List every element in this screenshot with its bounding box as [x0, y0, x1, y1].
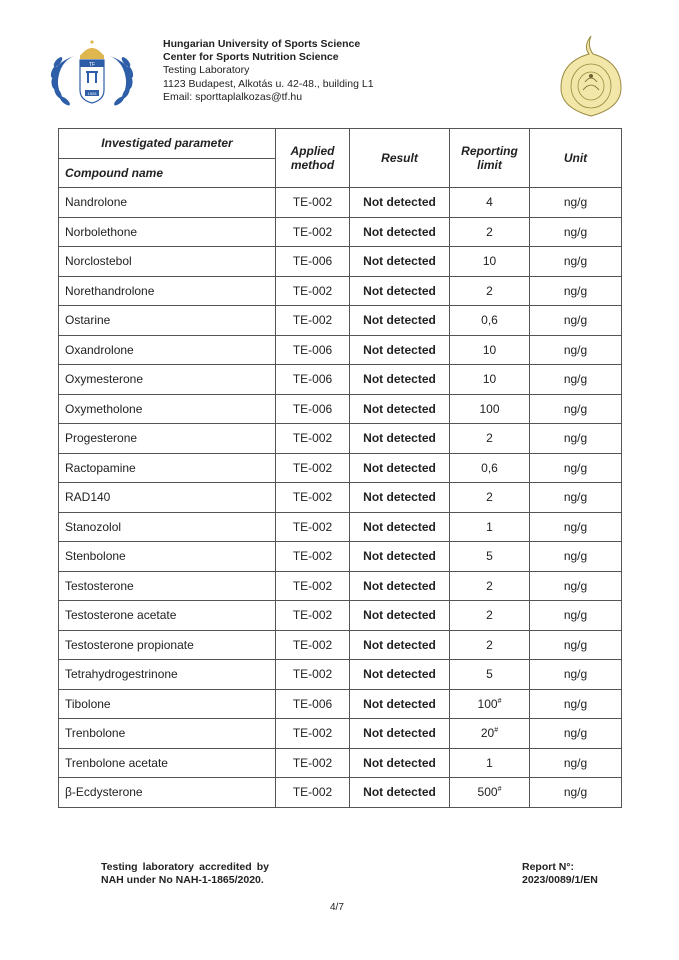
method-cell: [276, 660, 350, 690]
email: Email: sporttaplalkozas@tf.hu: [163, 90, 303, 103]
header-unit: Unit: [530, 129, 622, 188]
unit-cell-text: ng/g: [563, 696, 588, 711]
table-row: [59, 719, 622, 749]
accreditation-note: Testing laboratory accredited by NAH under No NAH-1-1865/2020.: [101, 861, 269, 886]
compound-name-cell: [59, 453, 276, 483]
result-cell-text: Not detected: [363, 549, 436, 564]
reporting-limit-cell: [450, 394, 530, 424]
report-label: Report N°:: [522, 861, 575, 873]
compound-name-cell-text: RAD140: [65, 490, 111, 505]
table-row: [59, 571, 622, 601]
method-cell-text: TE-002: [292, 549, 333, 564]
reporting-limit-cell: [450, 188, 530, 218]
result-cell-text: Not detected: [363, 401, 436, 416]
result-cell-text: Not detected: [363, 224, 436, 239]
reporting-limit-cell: [450, 601, 530, 631]
result-cell: [350, 512, 450, 542]
address: 1123 Budapest, Alkotás u. 42-48., building L1: [163, 77, 374, 90]
compound-name-cell-text: Trenbolone acetate: [65, 755, 168, 770]
result-cell: [350, 748, 450, 778]
table-row: [59, 247, 622, 277]
header-reporting-limit: Reporting limit: [450, 129, 530, 188]
center-name: Center for Sports Nutrition Science: [163, 51, 339, 64]
compound-name-cell-text: Tetrahydrogestrinone: [65, 667, 178, 682]
result-cell-text: Not detected: [363, 254, 436, 269]
table-row: [59, 188, 622, 218]
method-cell-text: TE-002: [292, 283, 333, 298]
result-cell: [350, 453, 450, 483]
reporting-limit-cell: [450, 217, 530, 247]
method-cell-text: TE-006: [292, 696, 333, 711]
reporting-limit-cell-text: 1: [486, 519, 493, 534]
reporting-limit-cell: [450, 453, 530, 483]
result-cell: [350, 276, 450, 306]
method-cell: [276, 276, 350, 306]
results-table: [58, 128, 622, 808]
result-cell-text: Not detected: [363, 283, 436, 298]
reporting-limit-cell-text: 0,6: [481, 460, 498, 475]
reporting-limit-cell: [450, 276, 530, 306]
reporting-limit-cell-text: 2: [486, 224, 493, 239]
unit-cell: [530, 748, 622, 778]
compound-name-cell-text: Norclostebol: [65, 254, 132, 269]
result-cell-text: Not detected: [363, 578, 436, 593]
table-row: [59, 276, 622, 306]
reporting-limit-cell-text: 2: [486, 578, 493, 593]
compound-name-cell: [59, 394, 276, 424]
unit-cell: [530, 424, 622, 454]
method-cell: [276, 394, 350, 424]
table-row: [59, 689, 622, 719]
compound-name-cell: [59, 778, 276, 808]
method-cell-text: TE-002: [292, 460, 333, 475]
result-cell-text: Not detected: [363, 195, 436, 210]
institution-header: [163, 38, 374, 104]
unit-cell: [530, 247, 622, 277]
university-logo: [44, 36, 140, 112]
unit-cell-text: ng/g: [563, 578, 588, 593]
method-cell-text: TE-002: [292, 637, 333, 652]
svg-text:1925: 1925: [87, 91, 97, 96]
unit-cell: [530, 719, 622, 749]
method-cell-text: TE-002: [292, 313, 333, 328]
compound-name-cell: [59, 276, 276, 306]
method-cell: [276, 512, 350, 542]
compound-name-cell: [59, 512, 276, 542]
unit-cell: [530, 689, 622, 719]
unit-cell: [530, 306, 622, 336]
compound-name-cell: [59, 335, 276, 365]
unit-cell: [530, 483, 622, 513]
compound-name-cell-text: Tibolone: [65, 696, 111, 711]
unit-cell-text: ng/g: [563, 431, 588, 446]
lab-name: Testing Laboratory: [163, 64, 250, 77]
compound-name-cell: [59, 306, 276, 336]
method-cell: [276, 689, 350, 719]
result-cell-text: Not detected: [363, 342, 436, 357]
unit-cell-text: ng/g: [563, 313, 588, 328]
compound-name-cell-text: Oxymesterone: [65, 372, 144, 387]
unit-cell-text: ng/g: [563, 667, 588, 682]
unit-cell: [530, 276, 622, 306]
result-cell-text: Not detected: [363, 490, 436, 505]
method-cell-text: TE-006: [292, 401, 333, 416]
footnote-mark: #: [497, 697, 502, 705]
unit-cell-text: ng/g: [563, 224, 588, 239]
result-cell: [350, 660, 450, 690]
header-applied-method: Applied method: [276, 129, 350, 188]
method-cell: [276, 247, 350, 277]
method-cell-text: TE-002: [292, 519, 333, 534]
compound-name-cell-text: β-Ecdysterone: [65, 785, 143, 800]
method-cell: [276, 365, 350, 395]
table-row: [59, 630, 622, 660]
reporting-limit-cell: [450, 335, 530, 365]
unit-cell: [530, 512, 622, 542]
method-cell: [276, 188, 350, 218]
unit-cell-text: ng/g: [563, 755, 588, 770]
reporting-limit-cell-text: 2: [486, 490, 493, 505]
page-number: 4/7: [330, 902, 344, 913]
result-cell: [350, 424, 450, 454]
unit-cell-text: ng/g: [563, 195, 588, 210]
reporting-limit-cell: [450, 247, 530, 277]
method-cell: [276, 601, 350, 631]
compound-name-cell-text: Stanozolol: [65, 519, 122, 534]
compound-name-cell: [59, 689, 276, 719]
method-cell-text: TE-002: [292, 755, 333, 770]
reporting-limit-cell-text: 2: [486, 283, 493, 298]
result-cell: [350, 365, 450, 395]
compound-name-cell-text: Ostarine: [65, 313, 111, 328]
table-row: [59, 660, 622, 690]
reporting-limit-cell: [450, 571, 530, 601]
unit-cell: [530, 778, 622, 808]
reporting-limit-cell: [450, 306, 530, 336]
method-cell-text: TE-002: [292, 608, 333, 623]
unit-cell: [530, 542, 622, 572]
unit-cell-text: ng/g: [563, 401, 588, 416]
compound-name-cell: [59, 719, 276, 749]
reporting-limit-cell: [450, 365, 530, 395]
reporting-limit-cell-text: 5: [486, 667, 493, 682]
compound-name-cell-text: Norethandrolone: [65, 283, 155, 298]
reporting-limit-cell: [450, 719, 530, 749]
report-number: 2023/0089/1/EN: [522, 873, 598, 886]
compound-name-cell-text: Testosterone acetate: [65, 608, 177, 623]
result-cell-text: Not detected: [363, 785, 436, 800]
compound-name-cell: [59, 542, 276, 572]
compound-name-cell-text: Oxymetholone: [65, 401, 143, 416]
reporting-limit-cell: [450, 630, 530, 660]
compound-name-cell: [59, 748, 276, 778]
reporting-limit-cell: [450, 512, 530, 542]
unit-cell: [530, 188, 622, 218]
reporting-limit-cell-text: 2: [486, 608, 493, 623]
method-cell: [276, 483, 350, 513]
unit-cell: [530, 365, 622, 395]
compound-name-cell: [59, 483, 276, 513]
university-name: Hungarian University of Sports Science: [163, 38, 361, 50]
method-cell: [276, 306, 350, 336]
reporting-limit-cell-text: 4: [486, 195, 493, 210]
unit-cell-text: ng/g: [563, 372, 588, 387]
table-row: [59, 542, 622, 572]
reporting-limit-cell: [450, 660, 530, 690]
compound-name-cell-text: Progesterone: [65, 431, 138, 446]
method-cell-text: TE-002: [292, 578, 333, 593]
method-cell: [276, 630, 350, 660]
result-cell: [350, 630, 450, 660]
unit-cell-text: ng/g: [563, 342, 588, 357]
table-row: [59, 601, 622, 631]
compound-name-cell-text: Nandrolone: [65, 195, 128, 210]
header-result: Result: [350, 129, 450, 188]
method-cell: [276, 453, 350, 483]
method-cell: [276, 424, 350, 454]
unit-cell-text: ng/g: [563, 490, 588, 505]
table-row: [59, 306, 622, 336]
reporting-limit-cell: [450, 748, 530, 778]
compound-name-cell-text: Testosterone propionate: [65, 637, 194, 652]
reporting-limit-cell-text: 10: [482, 342, 497, 357]
result-cell: [350, 306, 450, 336]
method-cell-text: TE-002: [292, 490, 333, 505]
reporting-limit-cell: [450, 483, 530, 513]
method-cell-text: TE-002: [292, 726, 333, 741]
method-cell: [276, 335, 350, 365]
result-cell: [350, 689, 450, 719]
table-row: [59, 335, 622, 365]
result-cell: [350, 778, 450, 808]
result-cell-text: Not detected: [363, 667, 436, 682]
reporting-limit-cell: [450, 424, 530, 454]
result-cell: [350, 542, 450, 572]
method-cell-text: TE-002: [292, 431, 333, 446]
result-cell-text: Not detected: [363, 608, 436, 623]
result-cell: [350, 217, 450, 247]
unit-cell-text: ng/g: [563, 460, 588, 475]
result-cell: [350, 188, 450, 218]
table-row: [59, 394, 622, 424]
result-cell-text: Not detected: [363, 726, 436, 741]
compound-name-cell-text: Norbolethone: [65, 224, 138, 239]
unit-cell: [530, 217, 622, 247]
table-row: [59, 778, 622, 808]
method-cell-text: TE-002: [292, 785, 333, 800]
method-cell: [276, 217, 350, 247]
table-row: [59, 424, 622, 454]
reporting-limit-cell-text: 20: [480, 726, 495, 741]
result-cell: [350, 335, 450, 365]
compound-name-cell-text: Ractopamine: [65, 460, 136, 475]
unit-cell: [530, 335, 622, 365]
result-cell: [350, 571, 450, 601]
method-cell-text: TE-002: [292, 195, 333, 210]
unit-cell: [530, 601, 622, 631]
reporting-limit-cell-text: 1: [486, 755, 493, 770]
result-cell: [350, 394, 450, 424]
reporting-limit-cell-text: 500: [477, 785, 498, 800]
method-cell-text: TE-006: [292, 372, 333, 387]
result-cell: [350, 601, 450, 631]
footnote-mark: #: [497, 786, 502, 794]
unit-cell-text: ng/g: [563, 608, 588, 623]
compound-name-cell: [59, 217, 276, 247]
table-row: [59, 365, 622, 395]
reporting-limit-cell: [450, 778, 530, 808]
reporting-limit-cell-text: 2: [486, 431, 493, 446]
result-cell: [350, 483, 450, 513]
unit-cell-text: ng/g: [563, 726, 588, 741]
result-cell-text: Not detected: [363, 519, 436, 534]
reporting-limit-cell-text: 0,6: [481, 313, 498, 328]
svg-text:TF: TF: [88, 62, 96, 68]
compound-name-cell-text: Testosterone: [65, 578, 134, 593]
compound-name-cell: [59, 365, 276, 395]
table-row: [59, 453, 622, 483]
result-cell-text: Not detected: [363, 460, 436, 475]
result-cell-text: Not detected: [363, 372, 436, 387]
reporting-limit-cell: [450, 689, 530, 719]
compound-name-cell: [59, 188, 276, 218]
unit-cell-text: ng/g: [563, 785, 588, 800]
table-row: [59, 512, 622, 542]
unit-cell: [530, 394, 622, 424]
footnote-mark: #: [494, 727, 499, 735]
unit-cell: [530, 571, 622, 601]
compound-name-cell-text: Trenbolone: [65, 726, 126, 741]
result-cell-text: Not detected: [363, 637, 436, 652]
unit-cell-text: ng/g: [563, 637, 588, 652]
quality-award-logo: [556, 32, 626, 118]
unit-cell-text: ng/g: [563, 549, 588, 564]
result-cell-text: Not detected: [363, 696, 436, 711]
result-cell: [350, 719, 450, 749]
reporting-limit-cell-text: 10: [482, 372, 497, 387]
compound-name-cell: [59, 424, 276, 454]
header-investigated-parameter: Investigated parameter: [59, 129, 276, 159]
result-cell: [350, 247, 450, 277]
table-row: [59, 483, 622, 513]
unit-cell: [530, 630, 622, 660]
result-cell-text: Not detected: [363, 755, 436, 770]
compound-name-cell-text: Stenbolone: [65, 549, 126, 564]
compound-name-cell: [59, 247, 276, 277]
table-row: [59, 217, 622, 247]
unit-cell: [530, 660, 622, 690]
result-cell-text: Not detected: [363, 313, 436, 328]
reporting-limit-cell-text: 10: [482, 254, 497, 269]
method-cell-text: TE-002: [292, 224, 333, 239]
table-row: [59, 748, 622, 778]
unit-cell-text: ng/g: [563, 283, 588, 298]
compound-name-cell: [59, 601, 276, 631]
reporting-limit-cell-text: 2: [486, 637, 493, 652]
header-compound-name: Compound name: [59, 158, 276, 188]
reporting-limit-cell-text: 100: [479, 401, 500, 416]
compound-name-cell: [59, 571, 276, 601]
reporting-limit-cell-text: 100: [477, 696, 498, 711]
method-cell-text: TE-002: [292, 667, 333, 682]
method-cell: [276, 542, 350, 572]
method-cell: [276, 778, 350, 808]
result-cell-text: Not detected: [363, 431, 436, 446]
method-cell-text: TE-006: [292, 342, 333, 357]
compound-name-cell: [59, 630, 276, 660]
method-cell-text: TE-006: [292, 254, 333, 269]
method-cell: [276, 719, 350, 749]
unit-cell-text: ng/g: [563, 254, 588, 269]
compound-name-cell: [59, 660, 276, 690]
unit-cell-text: ng/g: [563, 519, 588, 534]
method-cell: [276, 748, 350, 778]
report-number-block: [522, 861, 598, 886]
method-cell: [276, 571, 350, 601]
reporting-limit-cell-text: 5: [486, 549, 493, 564]
compound-name-cell-text: Oxandrolone: [65, 342, 134, 357]
unit-cell: [530, 453, 622, 483]
reporting-limit-cell: [450, 542, 530, 572]
